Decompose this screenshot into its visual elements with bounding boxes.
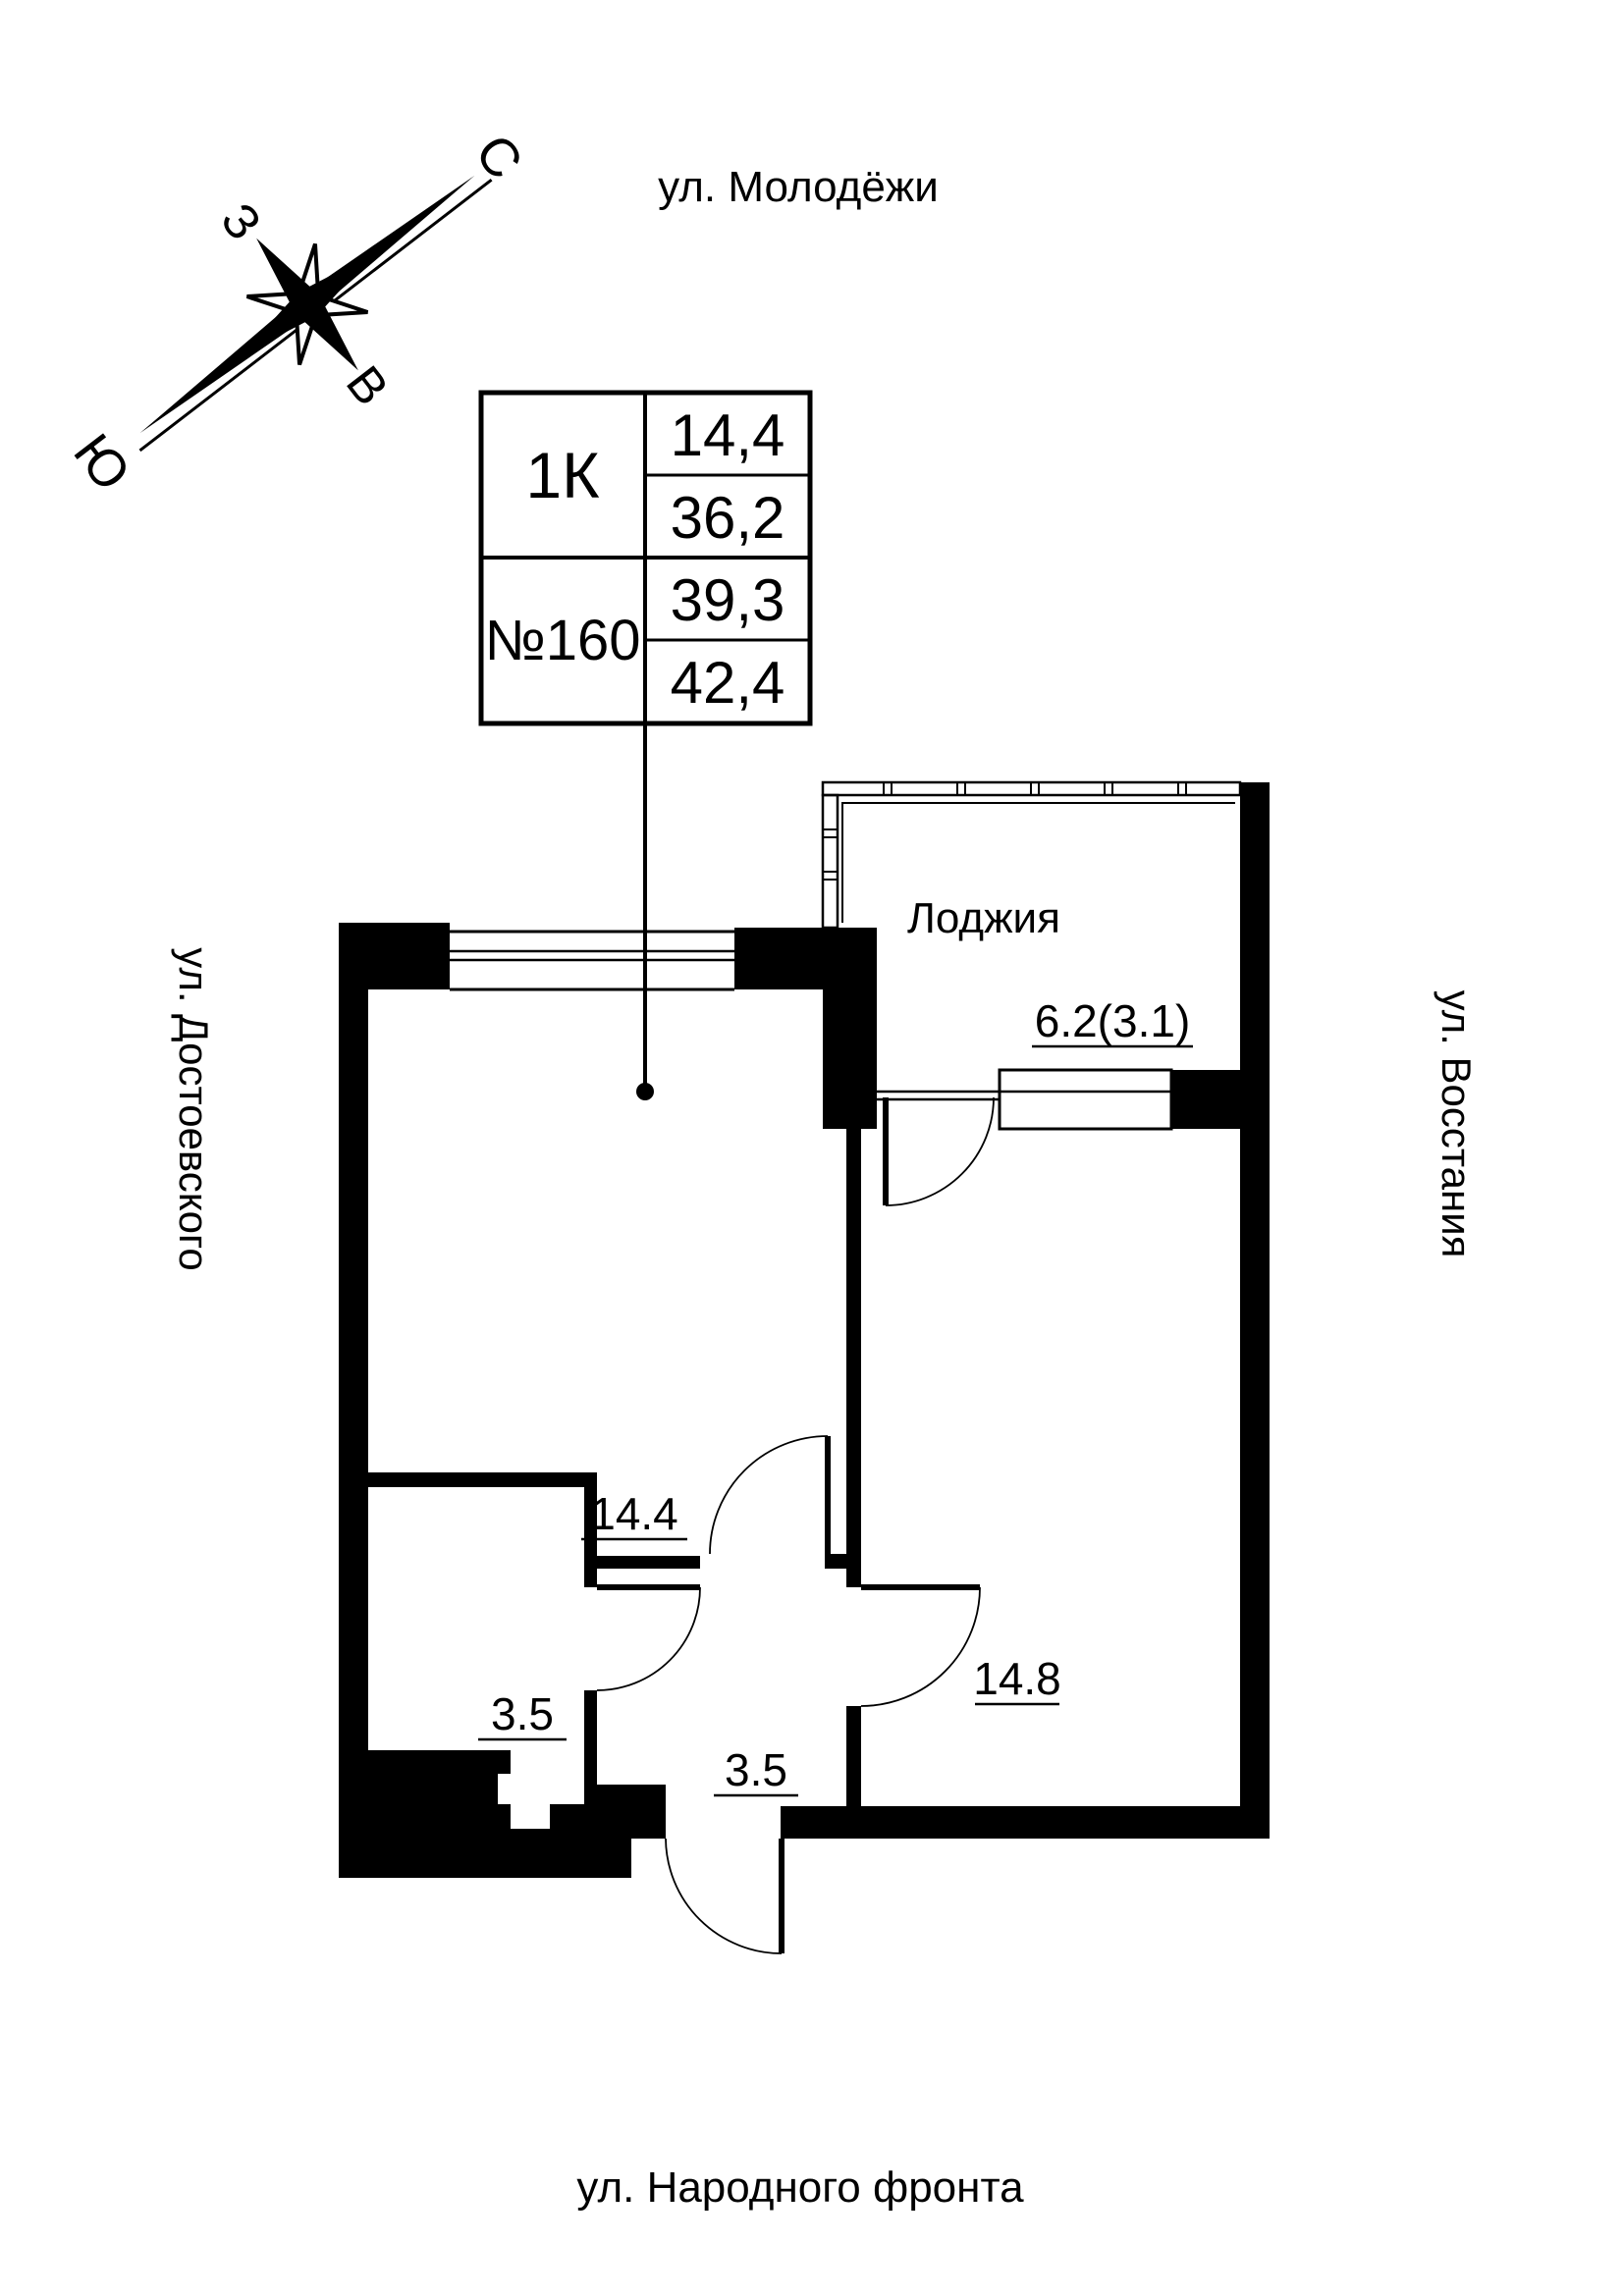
wall-bottom-right [781,1806,1270,1839]
window-living [442,932,741,989]
wall-left [339,923,368,1878]
wall-right [1240,782,1270,1839]
compass-label-north: С [463,124,534,190]
compass-label-south: Ю [62,423,142,502]
door-bathroom [597,1587,700,1690]
door-living [710,1436,828,1554]
wall-corner-living-loggia-v [823,989,877,1129]
room-area-hall: 3.5 [725,1744,787,1795]
apartment-number: №160 [484,609,641,672]
area-value-2: 36,2 [670,485,785,551]
wall-corner-living-loggia-h [734,928,877,989]
wall-bottom-step [550,1804,666,1839]
wall-living-bottom [584,1556,700,1569]
wall-entrance-stub [584,1785,666,1804]
compass-label-west: З [210,192,272,250]
apartment-type: 1К [525,439,600,511]
door-entrance [666,1839,782,1953]
area-value-1: 14,4 [670,402,785,468]
wall-loggia-bottom-right [1171,1070,1240,1129]
wall-partition-upper [846,1129,861,1587]
street-label-left: ул. Достоевского [171,947,217,1271]
compass-rose [5,43,594,573]
street-label-top: ул. Молодёжи [658,163,939,211]
room-area-loggia: 6.2(3.1) [1034,995,1191,1046]
leader-dot [636,1083,654,1100]
wall-partition-lower [846,1706,861,1808]
title-block [481,393,810,1100]
room-area-living: 14.4 [590,1488,678,1539]
area-value-4: 42,4 [670,650,785,716]
room-area-bedroom: 14.8 [973,1653,1061,1704]
wall-bottom-left-a [339,1774,498,1804]
wall-living-door-jamb [825,1554,861,1569]
compass-label-east: В [335,355,400,416]
wall-top [339,923,450,989]
street-label-bottom: ул. Народного фронта [576,2163,1024,2212]
room-label-loggia: Лоджия [907,894,1060,942]
wall-bathroom-bottom [368,1750,511,1774]
wall-bottom-left-b [339,1804,511,1829]
window-bedroom [877,1070,1171,1129]
door-bedroom [861,1587,980,1706]
door-balcony [886,1097,994,1205]
area-value-3: 39,3 [670,567,785,633]
street-label-right: ул. Восстания [1434,989,1480,1258]
room-area-bathroom: 3.5 [491,1688,554,1739]
walls [339,782,1270,1878]
wall-bathroom-top [368,1472,584,1487]
